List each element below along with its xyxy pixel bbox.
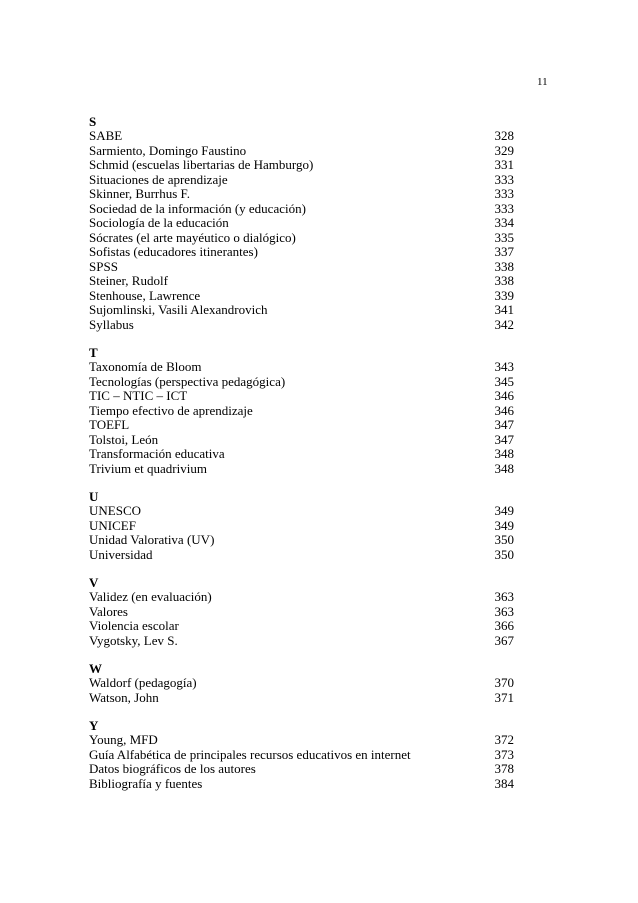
entry-term: Taxonomía de Bloom bbox=[89, 359, 202, 374]
entry-page-number: 363 bbox=[494, 603, 514, 619]
entry-term: Stenhouse, Lawrence bbox=[89, 287, 201, 303]
index-section bbox=[89, 346, 514, 476]
entry-page-number: 335 bbox=[494, 229, 514, 245]
index-entry bbox=[89, 590, 514, 605]
entry-term: Bibliografía y fuentes bbox=[89, 775, 203, 791]
entry-term: Tecnologías (perspectiva pedagógica) bbox=[89, 373, 286, 389]
section-letter: Y bbox=[89, 718, 99, 733]
entry-term: UNICEF bbox=[89, 517, 136, 533]
index-entry bbox=[89, 748, 514, 763]
entry-term: Violencia escolar bbox=[89, 618, 179, 633]
entry-page-number: 347 bbox=[494, 417, 514, 432]
entry-term: Transformación educativa bbox=[89, 446, 225, 461]
index-entry bbox=[89, 418, 514, 433]
entry-term: SPSS bbox=[89, 258, 118, 274]
entry-term: Tolstoi, León bbox=[89, 431, 159, 447]
entry-term: Datos biográficos de los autores bbox=[89, 761, 256, 776]
section-letter: V bbox=[89, 575, 99, 590]
entry-term: Valores bbox=[89, 603, 128, 619]
entry-term: Validez (en evaluación) bbox=[89, 589, 212, 604]
entry-page-number: 333 bbox=[494, 171, 514, 187]
entry-term: Tiempo efectivo de aprendizaje bbox=[89, 402, 253, 418]
index-entry bbox=[89, 548, 514, 563]
entry-term: UNESCO bbox=[89, 503, 142, 518]
entry-page-number: 333 bbox=[494, 200, 514, 216]
entry-page-number: 373 bbox=[494, 746, 514, 762]
entry-term: TOEFL bbox=[89, 417, 130, 432]
index-entry bbox=[89, 533, 514, 548]
index-section bbox=[89, 719, 514, 791]
index-list bbox=[89, 115, 514, 805]
entry-page-number: 366 bbox=[494, 618, 514, 633]
entry-page-number: 370 bbox=[494, 675, 514, 690]
index-entry bbox=[89, 691, 514, 706]
entry-page-number: 367 bbox=[494, 632, 514, 648]
index-entry bbox=[89, 318, 514, 333]
index-entry bbox=[89, 762, 514, 777]
entry-page-number: 378 bbox=[494, 761, 514, 776]
entry-term: Guía Alfabética de principales recursos educativos en internet bbox=[89, 746, 411, 762]
index-entry bbox=[89, 173, 514, 188]
index-entry bbox=[89, 274, 514, 289]
index-entry bbox=[89, 158, 514, 173]
index-entry bbox=[89, 462, 514, 477]
entry-page-number: 338 bbox=[494, 258, 514, 274]
entry-term: Vygotsky, Lev S. bbox=[89, 632, 178, 648]
entry-page-number: 338 bbox=[494, 273, 514, 288]
entry-page-number: 384 bbox=[494, 775, 514, 791]
entry-term: Schmid (escuelas libertarias de Hamburgo) bbox=[89, 157, 314, 172]
index-entry bbox=[89, 404, 514, 419]
entry-term: Syllabus bbox=[89, 316, 134, 332]
entry-term: Sujomlinski, Vasili Alexandrovich bbox=[89, 302, 268, 317]
section-letter: W bbox=[89, 661, 102, 676]
index-section bbox=[89, 115, 514, 332]
index-entry bbox=[89, 129, 514, 144]
entry-term: Young, MFD bbox=[89, 732, 158, 747]
entry-page-number: 346 bbox=[494, 402, 514, 418]
entry-page-number: 350 bbox=[494, 532, 514, 547]
entry-term: Situaciones de aprendizaje bbox=[89, 171, 228, 187]
index-entry bbox=[89, 634, 514, 649]
index-section bbox=[89, 662, 514, 705]
index-entry bbox=[89, 375, 514, 390]
section-letter: U bbox=[89, 489, 99, 504]
entry-page-number: 371 bbox=[494, 689, 514, 705]
entry-term: Sofistas (educadores itinerantes) bbox=[89, 244, 258, 259]
entry-page-number: 363 bbox=[494, 589, 514, 604]
entry-page-number: 349 bbox=[494, 517, 514, 533]
index-entry bbox=[89, 360, 514, 375]
entry-page-number: 343 bbox=[494, 359, 514, 374]
entry-page-number: 348 bbox=[494, 460, 514, 476]
index-entry bbox=[89, 605, 514, 620]
index-entry bbox=[89, 245, 514, 260]
index-entry bbox=[89, 619, 514, 634]
entry-term: Skinner, Burrhus F. bbox=[89, 186, 190, 201]
entry-page-number: 349 bbox=[494, 503, 514, 518]
entry-term: Unidad Valorativa (UV) bbox=[89, 532, 215, 547]
entry-term: Watson, John bbox=[89, 689, 159, 705]
index-section bbox=[89, 490, 514, 562]
entry-page-number: 331 bbox=[494, 157, 514, 172]
entry-page-number: 346 bbox=[494, 388, 514, 403]
entry-page-number: 350 bbox=[494, 546, 514, 562]
section-letter: T bbox=[89, 345, 98, 360]
entry-term: Sociología de la educación bbox=[89, 215, 229, 230]
page-number: 11 bbox=[537, 76, 548, 88]
entry-page-number: 334 bbox=[494, 215, 514, 230]
index-entry bbox=[89, 303, 514, 318]
section-letter: S bbox=[89, 114, 97, 129]
entry-page-number: 372 bbox=[494, 732, 514, 747]
index-entry bbox=[89, 389, 514, 404]
entry-page-number: 341 bbox=[494, 302, 514, 317]
entry-term: Waldorf (pedagogía) bbox=[89, 675, 197, 690]
entry-term: SABE bbox=[89, 128, 123, 143]
entry-term: Sarmiento, Domingo Faustino bbox=[89, 142, 247, 158]
entry-page-number: 339 bbox=[494, 287, 514, 303]
entry-page-number: 333 bbox=[494, 186, 514, 201]
entry-page-number: 328 bbox=[494, 128, 514, 143]
index-entry bbox=[89, 676, 514, 691]
entry-page-number: 329 bbox=[494, 142, 514, 158]
index-entry bbox=[89, 777, 514, 792]
index-entry bbox=[89, 216, 514, 231]
entry-page-number: 345 bbox=[494, 373, 514, 389]
entry-term: Sócrates (el arte mayéutico o dialógico) bbox=[89, 229, 296, 245]
entry-term: Universidad bbox=[89, 546, 153, 562]
index-entry bbox=[89, 504, 514, 519]
entry-term: TIC – NTIC – ICT bbox=[89, 388, 188, 403]
index-entry bbox=[89, 260, 514, 275]
index-entry bbox=[89, 519, 514, 534]
entry-term: Trivium et quadrivium bbox=[89, 460, 207, 476]
entry-page-number: 348 bbox=[494, 446, 514, 461]
entry-term: Sociedad de la información (y educación) bbox=[89, 200, 306, 216]
index-entry bbox=[89, 202, 514, 217]
index-entry bbox=[89, 231, 514, 246]
entry-page-number: 347 bbox=[494, 431, 514, 447]
index-entry bbox=[89, 187, 514, 202]
entry-page-number: 337 bbox=[494, 244, 514, 259]
index-entry bbox=[89, 733, 514, 748]
index-entry bbox=[89, 447, 514, 462]
entry-page-number: 342 bbox=[494, 316, 514, 332]
entry-term: Steiner, Rudolf bbox=[89, 273, 168, 288]
index-entry bbox=[89, 289, 514, 304]
index-entry bbox=[89, 433, 514, 448]
index-entry bbox=[89, 144, 514, 159]
index-section bbox=[89, 576, 514, 648]
